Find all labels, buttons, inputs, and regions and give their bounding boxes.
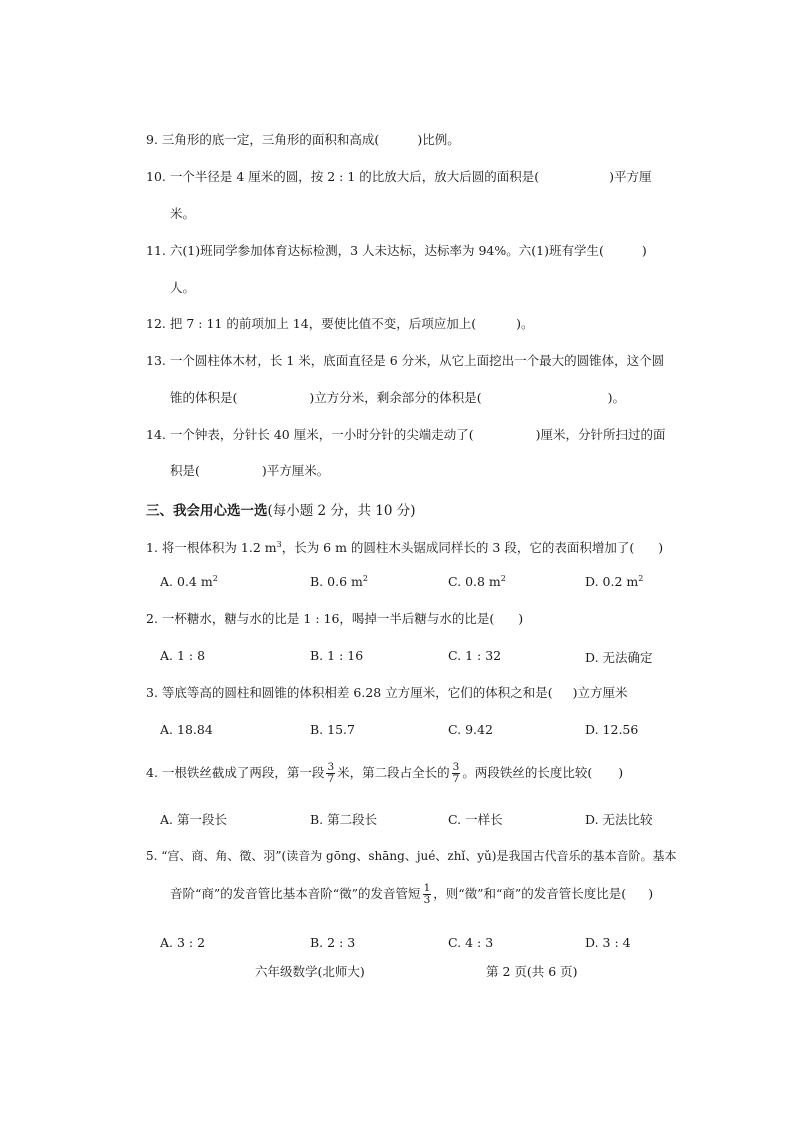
question-text: “宫、商、角、徵、羽”(读音为 gōng、shāng、jué、zhǐ、yǔ)是我国古代音乐的基本音阶。基本 bbox=[161, 849, 677, 863]
question-text: 一个钟表，分针长 40 厘米，一小时分针的尖端走动了( bbox=[169, 427, 474, 442]
question-text: ) bbox=[658, 540, 664, 556]
option-a[interactable]: A. 3 : 2 bbox=[160, 935, 206, 950]
option-c[interactable]: C. 一样长 bbox=[448, 812, 503, 827]
question-number: 3. bbox=[146, 685, 158, 700]
choice-question-3 bbox=[146, 685, 627, 701]
option-b[interactable]: B. 1 : 16 bbox=[310, 648, 364, 663]
question-number: 12. bbox=[146, 316, 166, 331]
question-11 bbox=[146, 243, 647, 259]
question-number: 4. bbox=[146, 765, 158, 780]
question-number: 13. bbox=[146, 353, 166, 368]
section-title bbox=[146, 499, 415, 519]
section-heading: 三、我会用心选一选 bbox=[146, 503, 268, 519]
question-text: ) bbox=[518, 611, 524, 626]
question-text: )比例。 bbox=[417, 132, 460, 147]
option-d[interactable]: D. 12.56 bbox=[585, 722, 639, 737]
question-text: 。两段铁丝的长度比较( bbox=[462, 765, 593, 780]
choice-question-5 bbox=[146, 848, 676, 864]
question-10-line2: 米。 bbox=[170, 206, 196, 221]
question-text: 把 7 : 11 的前项加上 14，要使比值不变，后项应加上( bbox=[169, 316, 477, 331]
footer-subject: 六年级数学(北师大) bbox=[255, 964, 365, 979]
choice-question-5-line2 bbox=[170, 881, 653, 907]
question-9 bbox=[146, 132, 460, 148]
option-c[interactable]: C. 4 : 3 bbox=[448, 935, 494, 950]
choice-question-2 bbox=[146, 611, 523, 627]
question-text: 一杯糖水，糖与水的比是 1 : 16，喝掉一半后糖与水的比是( bbox=[161, 611, 495, 626]
option-b[interactable]: B. 第二段长 bbox=[310, 812, 378, 827]
option-a[interactable]: A. 0.4 $m^2$ bbox=[160, 574, 218, 590]
question-14-line2 bbox=[170, 463, 329, 479]
question-text: )平方厘米。 bbox=[261, 463, 330, 478]
question-number: 1. bbox=[146, 540, 158, 556]
question-text: )。 bbox=[516, 316, 534, 331]
question-text: 等底等高的圆柱和圆锥的体积相差 6.28 立方厘米，它们的体积之和是( bbox=[161, 685, 553, 700]
footer-page-number: 第 2 页(共 6 页) bbox=[486, 964, 578, 979]
question-text: )立方分米，剩余部分的体积是( bbox=[309, 390, 482, 405]
question-text: )。 bbox=[607, 390, 626, 405]
option-a[interactable]: A. 第一段长 bbox=[160, 812, 228, 827]
question-text: ) bbox=[641, 243, 647, 258]
question-14 bbox=[146, 427, 666, 443]
option-a[interactable]: A. 18.84 bbox=[160, 722, 213, 737]
option-d[interactable]: D. 无法比较 bbox=[585, 812, 653, 827]
question-text: ，则“徵”和“商”的发音管长度比是( bbox=[433, 886, 627, 901]
question-number: 5. bbox=[146, 849, 158, 863]
question-text: 音阶“商”的发音管比基本音阶“徵”的发音管短 bbox=[170, 886, 421, 901]
option-d[interactable]: D. 无法确定 bbox=[585, 650, 653, 665]
fraction: $\frac{3}{7}$ bbox=[327, 761, 335, 785]
question-13 bbox=[146, 353, 664, 369]
option-c[interactable]: C. 0.8 $m^2$ bbox=[448, 574, 506, 590]
question-11-line2: 人。 bbox=[170, 280, 196, 295]
option-b[interactable]: B. 15.7 bbox=[310, 722, 355, 737]
question-text: 一个半径是 4 厘米的圆，按 2 : 1 的比放大后，放大后圆的面积是( bbox=[169, 169, 540, 184]
option-b[interactable]: B. 0.6 $m^2$ bbox=[310, 574, 368, 590]
choice-question-1 bbox=[146, 537, 663, 556]
question-13-line2 bbox=[170, 390, 625, 406]
fraction: $\frac{3}{7}$ bbox=[452, 761, 460, 785]
question-text: 积是( bbox=[170, 463, 200, 478]
choice-question-4 bbox=[146, 760, 623, 786]
option-c[interactable]: C. 1 : 32 bbox=[448, 648, 502, 663]
question-text: ) bbox=[618, 765, 624, 780]
question-number: 14. bbox=[146, 427, 166, 442]
question-text: 锥的体积是( bbox=[170, 390, 238, 405]
question-number: 10. bbox=[146, 169, 166, 184]
question-text: 米，第二段占全长的 bbox=[337, 765, 450, 780]
question-text: ，长为 6 m 的圆柱木头锯成同样长的 3 段，它的表面积增加了( bbox=[281, 540, 635, 556]
question-number: 11. bbox=[146, 243, 166, 258]
question-10 bbox=[146, 169, 652, 185]
fraction: $\frac{1}{3}$ bbox=[423, 882, 431, 906]
question-12 bbox=[146, 316, 534, 332]
question-text: 将一根体积为 1.2 m bbox=[161, 540, 277, 556]
question-text: )平方厘 bbox=[609, 169, 652, 184]
option-d[interactable]: D. 0.2 $m^2$ bbox=[585, 574, 644, 590]
question-text: )厘米，分针所扫过的面 bbox=[535, 427, 666, 442]
option-c[interactable]: C. 9.42 bbox=[448, 722, 493, 737]
question-text: ) bbox=[648, 886, 654, 901]
option-d[interactable]: D. 3 : 4 bbox=[585, 935, 631, 950]
question-text: 一个圆柱体木材，长 1 米，底面直径是 6 分米，从它上面挖出一个最大的圆锥体，这个圆 bbox=[169, 353, 665, 368]
option-b[interactable]: B. 2 : 3 bbox=[310, 935, 356, 950]
superscript: 3 bbox=[276, 540, 282, 549]
question-number: 2. bbox=[146, 611, 158, 626]
question-text: 六(1)班同学参加体育达标检测，3 人未达标，达标率为 94%。六(1)班有学生( bbox=[169, 243, 604, 258]
question-text: 一根铁丝截成了两段，第一段 bbox=[161, 765, 325, 780]
option-a[interactable]: A. 1 : 8 bbox=[160, 648, 206, 663]
question-text: 三角形的底一定，三角形的面积和高成( bbox=[161, 132, 380, 147]
question-number: 9. bbox=[146, 132, 158, 147]
section-note: (每小题 2 分，共 10 分) bbox=[267, 503, 416, 519]
question-text: )立方厘米 bbox=[572, 685, 628, 700]
